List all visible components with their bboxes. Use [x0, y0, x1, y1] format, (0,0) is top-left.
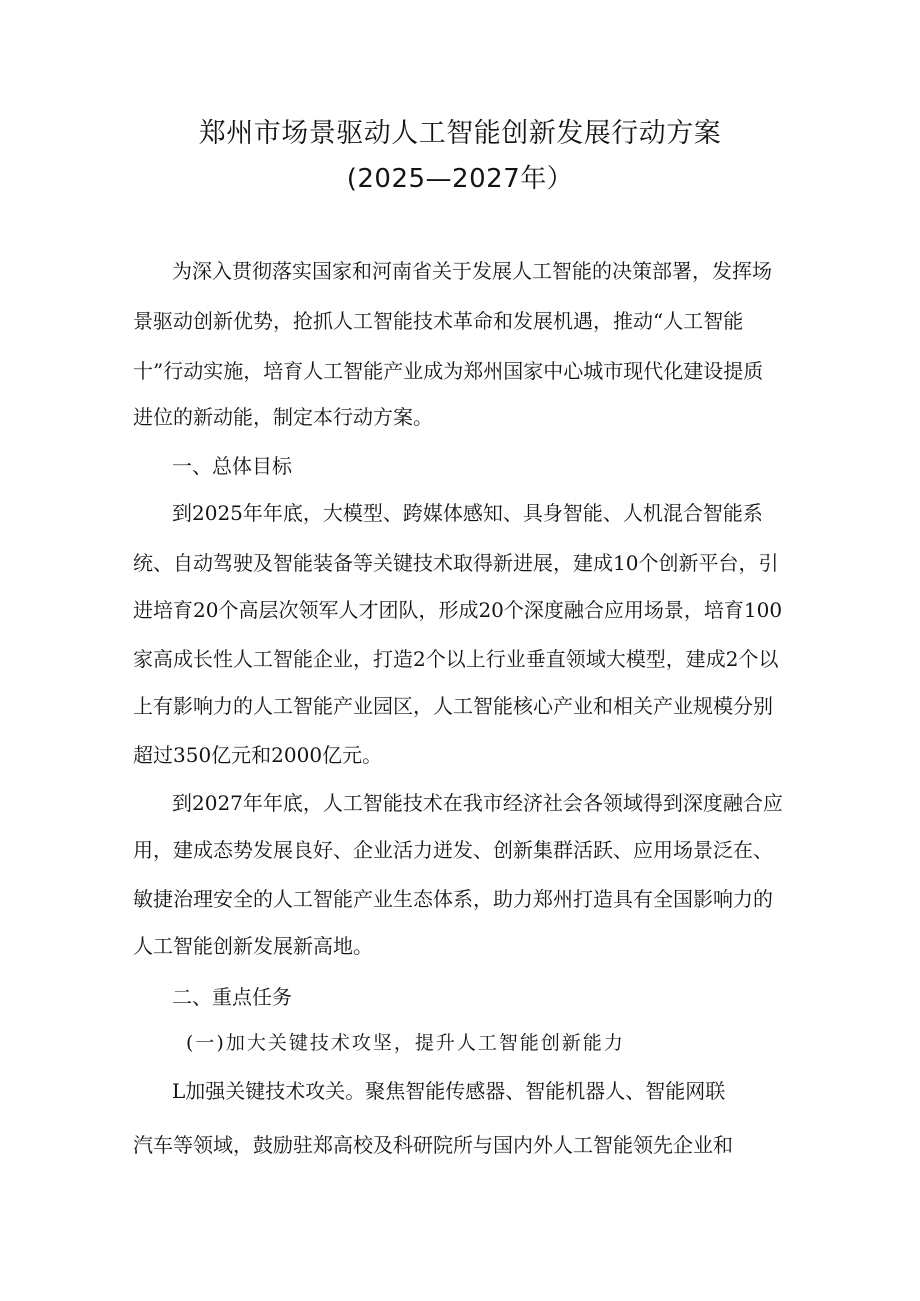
goal-2027-line: 敏捷治理安全的人工智能产业生态体系，助力郑州打造具有全国影响力的 — [133, 887, 773, 911]
section-heading-key-tasks: 二、重点任务 — [172, 985, 292, 1009]
goal-2025-line: 进培育20个高层次领军人才团队，形成20个深度融合应用场景，培育100 — [133, 598, 783, 622]
intro-line: 十”行动实施，培育人工智能产业成为郑州国家中心城市现代化建设提质 — [133, 359, 764, 383]
document-title: 郑州市场景驱动人工智能创新发展行动方案 — [198, 118, 722, 149]
goal-2025-line: 统、自动驾驶及智能装备等关键技术取得新进展，建成10个创新平台，引 — [133, 551, 779, 575]
document-subtitle: (2025—2027年） — [346, 164, 574, 194]
goal-2025-line: 到2025年年底，大模型、跨媒体感知、具身智能、人机混合智能系 — [172, 501, 763, 525]
goal-2027-line: 人工智能创新发展新高地。 — [133, 934, 373, 958]
section-heading-overall-goals: 一、总体目标 — [172, 454, 292, 478]
intro-line: 景驱动创新优势，抢抓人工智能技术革命和发展机遇，推动“人工智能 — [133, 309, 744, 333]
intro-line: 为深入贯彻落实国家和河南省关于发展人工智能的决策部署，发挥场 — [172, 259, 772, 283]
goal-2025-line: 家高成长性人工智能企业，打造2个以上行业垂直领域大模型，建成2个以 — [133, 647, 779, 671]
goal-2027-line: 用，建成态势发展良好、企业活力迸发、创新集群活跃、应用场景泛在、 — [133, 838, 773, 862]
task-line: 汽车等领域，鼓励驻郑高校及科研院所与国内外人工智能领先企业和 — [133, 1133, 733, 1157]
goal-2025-line: 上有影响力的人工智能产业园区，人工智能核心产业和相关产业规模分别 — [133, 694, 773, 718]
subsection-heading-tech-breakthrough: (一)加大关键技术攻坚，提升人工智能创新能力 — [186, 1032, 625, 1054]
intro-line: 进位的新动能，制定本行动方案。 — [133, 405, 433, 429]
goal-2025-line: 超过350亿元和2000亿元。 — [133, 743, 383, 767]
goal-2027-line: 到2027年年底，人工智能技术在我市经济社会各领域得到深度融合应 — [172, 791, 783, 815]
task-line: L加强关键技术攻关。聚焦智能传感器、智能机器人、智能网联 — [172, 1079, 726, 1103]
